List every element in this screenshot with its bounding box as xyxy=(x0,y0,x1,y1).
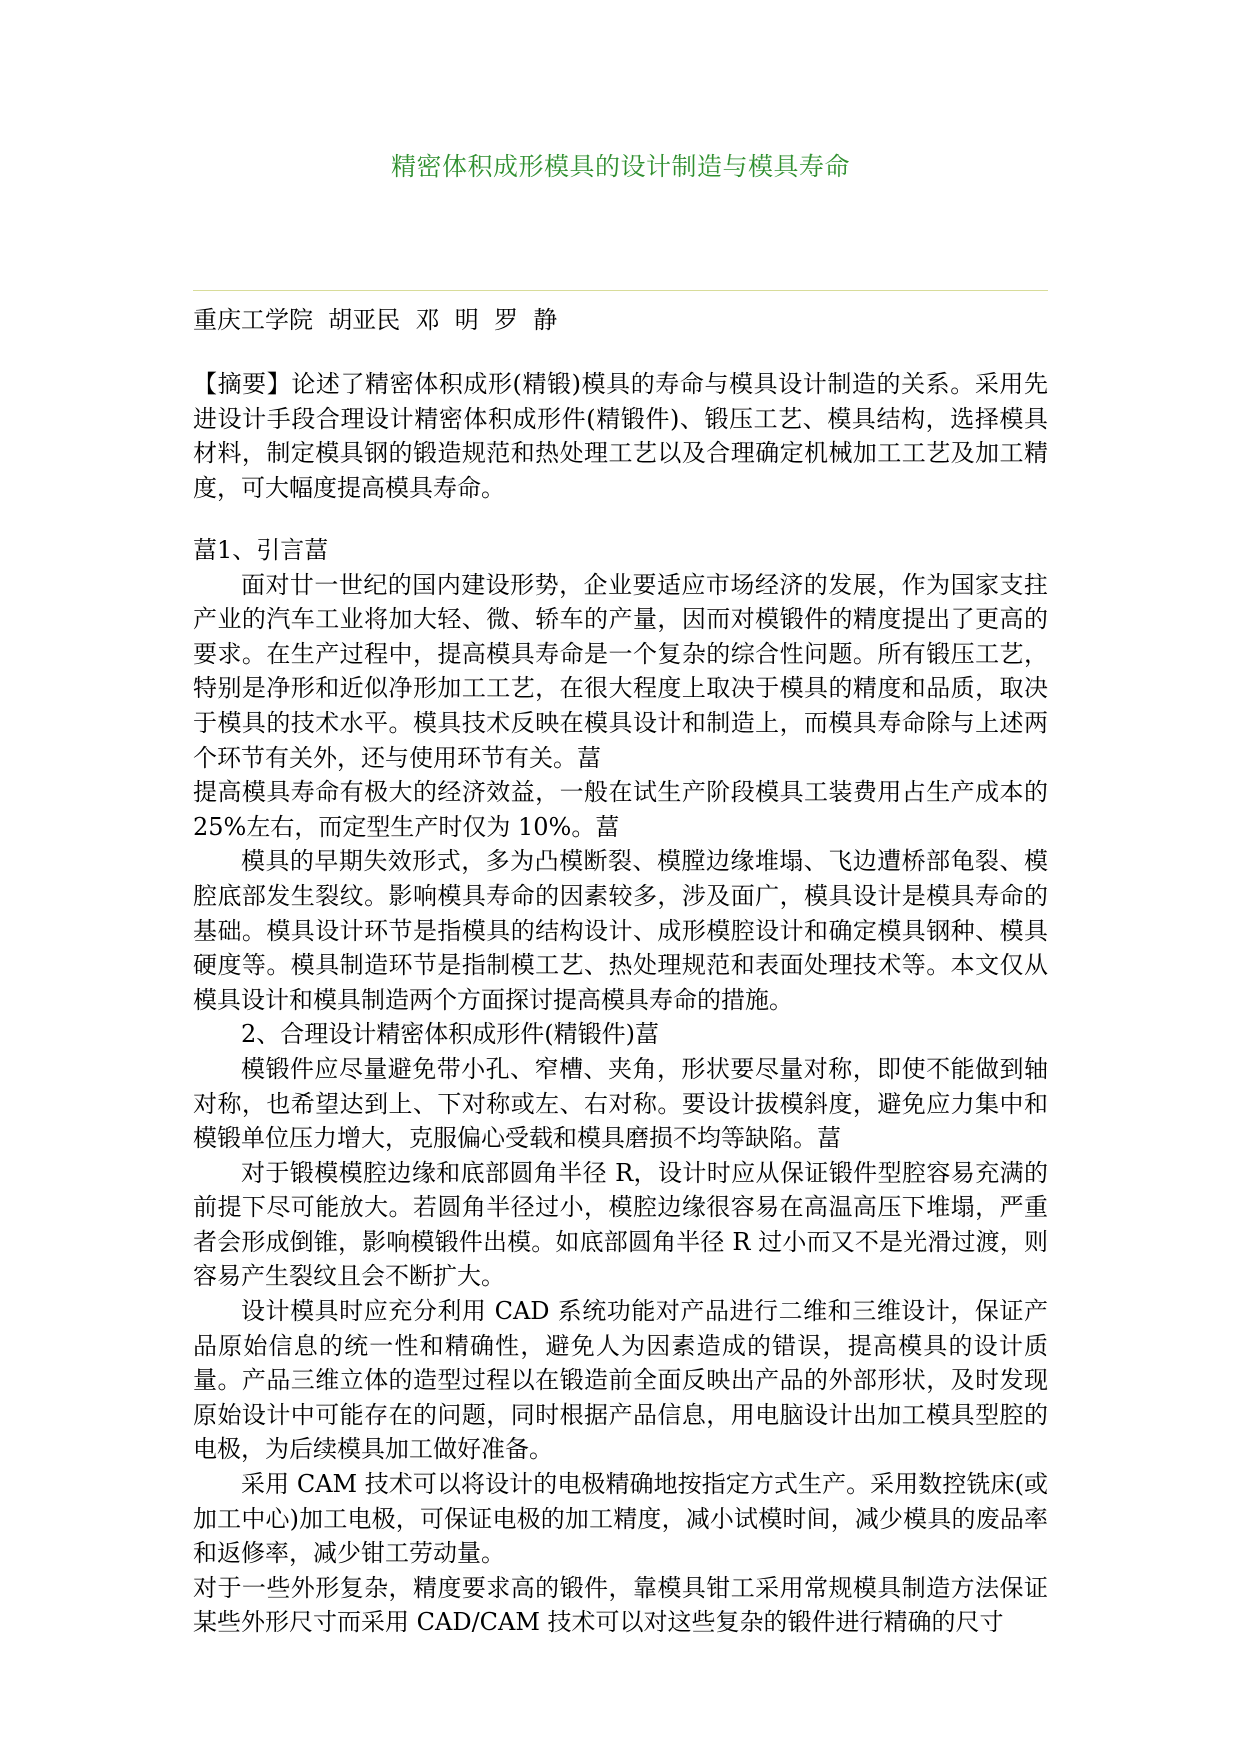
body-paragraph: 采用 CAM 技术可以将设计的电极精确地按指定方式生产。采用数控铣床(或加工中心)加工电极，可保证电极的加工精度，减小试模时间，减少模具的废品率和返修率，减少钳工劳动量。 xyxy=(193,1470,1048,1568)
section-1-heading: 葍1、引言葍 xyxy=(193,536,329,564)
body-paragraph: 设计模具时应充分利用 CAD 系统功能对产品进行二维和三维设计，保证产品原始信息的统一性和精确性，避免人为因素造成的错误，提高模具的设计质量。产品三维立体的造型过程以在锻造前全面反映出产品的外部形状，及时发现原始设计中可能存在的问题，同时根据产品信息，用电脑设计出加工模具型腔的电极，为后续模具加工做好准备。 xyxy=(193,1297,1048,1464)
authors-line: 重庆工学院 胡亚民 邓 明 罗 静 xyxy=(193,306,558,334)
body-paragraph: 对于锻模模腔边缘和底部圆角半径 R，设计时应从保证锻件型腔容易充满的前提下尽可能放大。若圆角半径过小，模腔边缘很容易在高温高压下堆塌，严重者会形成倒锥，影响模锻件出模。如底部圆角半径 R 过小而又不是光滑过渡，则容易产生裂纹且会不断扩大。 xyxy=(193,1158,1048,1291)
abstract-paragraph: 【摘要】论述了精密体积成形(精锻)模具的寿命与模具设计制造的关系。采用先进设计手段合理设计精密体积成形件(精锻件)、锻压工艺、模具结构，选择模具材料，制定模具钢的锻造规范和热处理工艺以及合理确定机械加工工艺及加工精度，可大幅度提高模具寿命。 xyxy=(193,370,1048,502)
body-paragraph: 提高模具寿命有极大的经济效益，一般在试生产阶段模具工装费用占生产成本的 25%左右，而定型生产时仅为 10%。葍 xyxy=(193,778,1048,841)
body-paragraph: 模具的早期失效形式，多为凸模断裂、模膛边缘堆塌、飞边遭桥部龟裂、模腔底部发生裂纹。影响模具寿命的因素较多，涉及面广，模具设计是模具寿命的基础。模具设计环节是指模具的结构设计、成形模腔设计和确定模具钢种、模具硬度等。模具制造环节是指制模工艺、热处理规范和表面处理技术等。本文仅从模具设计和模具制造两个方面探讨提高模具寿命的措施。 xyxy=(193,847,1048,1014)
main-body xyxy=(193,533,1048,1640)
title-divider xyxy=(193,290,1048,291)
body-paragraph: 模锻件应尽量避免带小孔、窄槽、夹角，形状要尽量对称，即使不能做到轴对称，也希望达到上、下对称或左、右对称。要设计拔模斜度，避免应力集中和模锻单位压力增大，克服偏心受载和模具磨损不均等缺陷。葍 xyxy=(193,1054,1048,1153)
section-2-heading: 2、合理设计精密体积成形件(精锻件)葍 xyxy=(241,1020,659,1049)
body-paragraph: 面对廿一世纪的国内建设形势，企业要适应市场经济的发展，作为国家支拄产业的汽车工业将加大轻、微、轿车的产量，因而对模锻件的精度提出了更高的要求。在生产过程中，提高模具寿命是一个复杂的综合性问题。所有锻压工艺，特别是净形和近似净形加工工艺，在很大程度上取决于模具的精度和品质，取决于模具的技术水平。模具技术反映在模具设计和制造上，而模具寿命除与上述两个环节有关外，还与使用环节有关。葍 xyxy=(193,570,1048,772)
abstract-block xyxy=(193,367,1048,505)
document-title: 精密体积成形模具的设计制造与模具寿命 xyxy=(390,152,850,181)
body-paragraph: 对于一些外形复杂，精度要求高的锻件，靠模具钳工采用常规模具制造方法保证某些外形尺寸而采用 CAD/CAM 技术可以对这些复杂的锻件进行精确的尺寸 xyxy=(193,1573,1048,1637)
